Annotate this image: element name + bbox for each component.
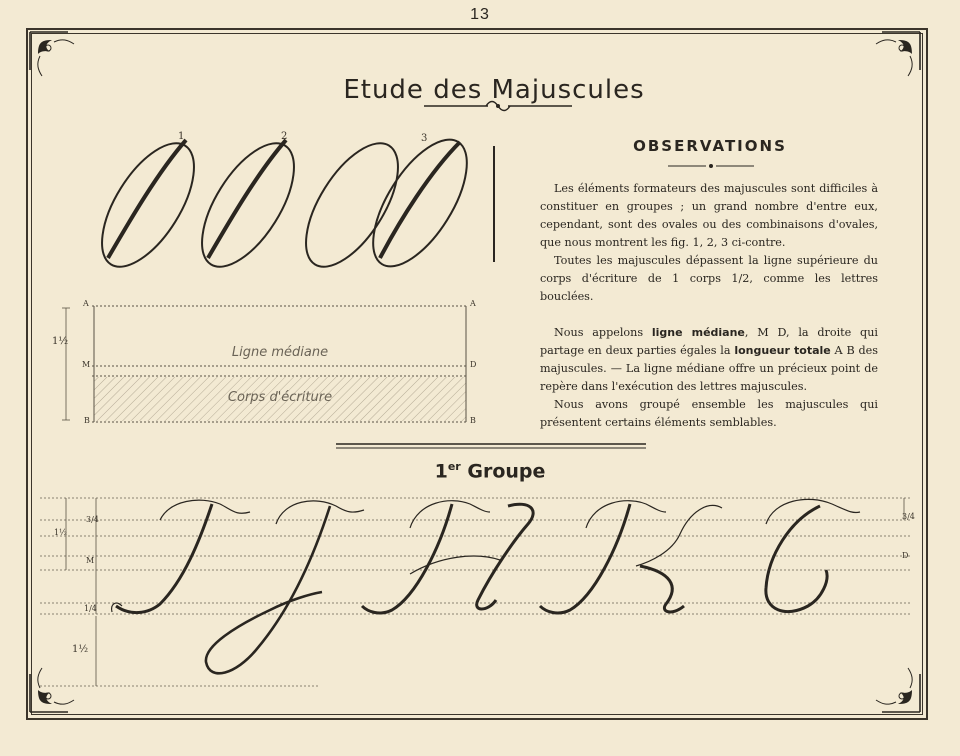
group-label-one-half-bottom: 1½: [72, 644, 89, 655]
group-word: Groupe: [460, 460, 546, 483]
script-letter-C: [766, 499, 860, 611]
p3-text-a: Nous appelons: [554, 326, 652, 339]
group-label-one-half-top: 1½: [54, 528, 67, 537]
diagram-label-b-left: B: [84, 416, 90, 425]
oval-figure-2: [184, 129, 312, 282]
figure-label-2: 2: [281, 131, 288, 142]
oval-figure-1: [84, 129, 212, 282]
p3-text-c: , M D, la droite qui partage en deux parties égales la: [540, 326, 878, 357]
script-letter-H: [362, 501, 533, 613]
group-title: [0, 460, 960, 482]
figure-label-3: 3: [421, 133, 428, 144]
script-letter-K: [540, 501, 722, 613]
observations-paragraph-1: Les éléments formateurs des majuscules sont difficiles à constituer en groupes ; un grand nombre d'entre eux, cependant, sont des ovales ou des combinaisons d'ovales, que nous montrent les fig. 1, 2, 3 ci-contre.: [540, 182, 878, 249]
corner-ornament-bottom-left: [30, 668, 74, 712]
group-number: 1: [434, 460, 448, 483]
group-divider: [336, 444, 646, 448]
observations-paragraph-4: Nous avons groupé ensemble les majuscules qui présentent certains éléments semblables.: [540, 398, 878, 429]
figure-label-1: 1: [178, 131, 185, 142]
diagram-label-a-left: A: [83, 299, 89, 308]
p3-text-e: A B des majuscules. — La ligne médiane offre un précieux point de repère dans l'exécution des lettres majuscules.: [540, 344, 878, 393]
corner-ornament-top-left: [30, 32, 74, 76]
page-title: Etude des Majuscules: [343, 75, 645, 106]
observations-paragraph-3: [540, 324, 878, 396]
page-number: 13: [470, 6, 490, 23]
median-line-caption: Ligne médiane: [231, 345, 329, 360]
oval-figure-3: [288, 125, 486, 281]
diagram-height-label: 1½: [52, 336, 69, 347]
group-label-m: M: [86, 556, 95, 565]
group-label-quarter: 1/4: [84, 604, 97, 613]
observations-flourish: [668, 164, 754, 168]
observations-paragraph-2: Toutes les majuscules dépassent la ligne supérieure du corps d'écriture de 1 corps 1/2, comme les lettres bouclées.: [540, 254, 878, 303]
group-ordinal: er: [447, 460, 461, 473]
group-label-three-quarter-left: 3/4: [86, 515, 99, 524]
script-letter-J: [206, 501, 364, 673]
diagram-label-b-right: B: [470, 416, 476, 425]
term-total-length: longueur totale: [734, 344, 831, 357]
corner-ornament-bottom-right: [876, 668, 920, 712]
diagram-label-d: D: [470, 360, 477, 369]
corner-ornament-top-right: [876, 32, 920, 76]
writing-body-caption: Corps d'écriture: [227, 390, 333, 405]
group-label-three-quarter-right: 3/4: [902, 512, 915, 521]
diagram-label-m: M: [82, 360, 91, 369]
observations-text: [540, 180, 878, 432]
diagram-label-a-right: A: [470, 299, 476, 308]
observations-heading: OBSERVATIONS: [633, 137, 787, 155]
group-label-d: D: [902, 551, 909, 560]
term-median-line: ligne médiane: [651, 326, 745, 339]
